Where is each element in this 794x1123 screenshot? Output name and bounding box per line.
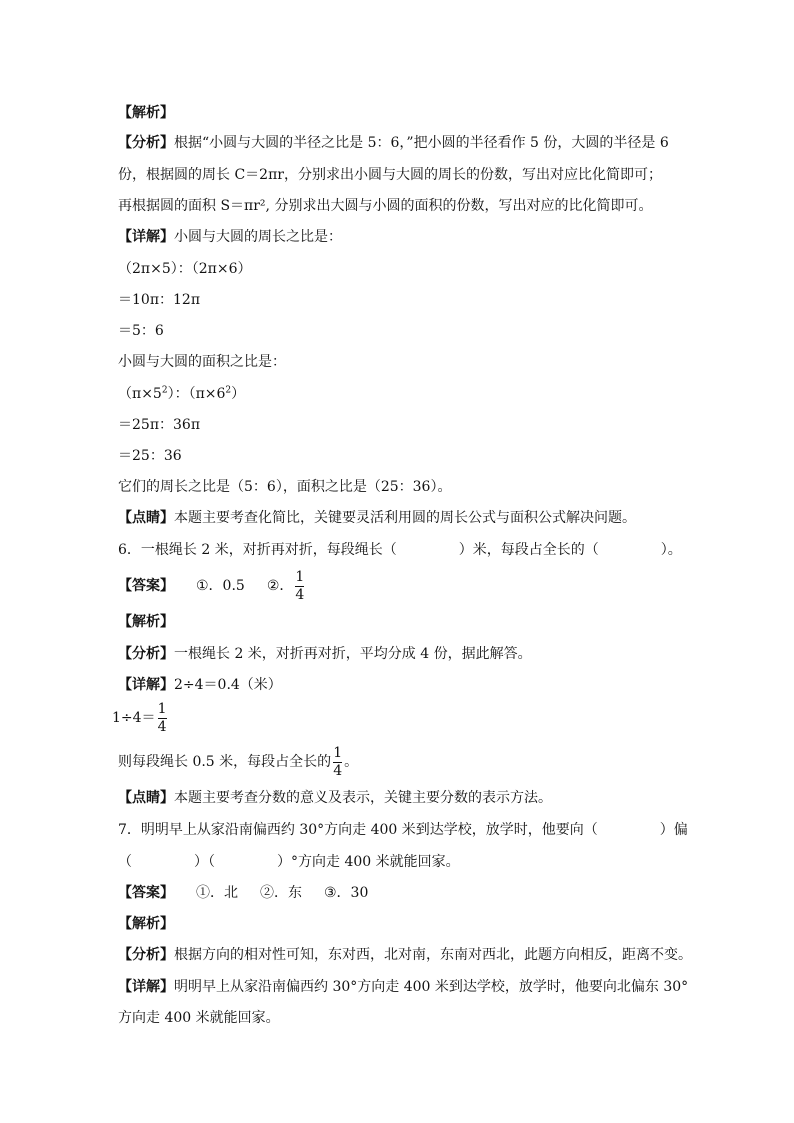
- fraction-denominator: 4: [295, 586, 305, 603]
- q7-analysis-heading: 【解析】: [118, 916, 174, 932]
- q5-area-step-2: ＝25π：36π: [118, 417, 201, 433]
- q6-stem-part: ）。: [660, 542, 682, 558]
- q5-dianjing-text: 本题主要考查化简比，关键要灵活利用圆的周长公式与面积公式解决问题。: [174, 510, 636, 526]
- q6-conclusion-text: 则每段绳长 0.5 米，每段占全长的: [118, 754, 332, 770]
- q7-answer-1: ①．北: [196, 885, 238, 901]
- fraction-numerator: 1: [157, 700, 167, 717]
- q7-stem-line-1: [118, 821, 688, 839]
- q7-xiangjie-line-1: [118, 978, 688, 996]
- q6-answer-2: ②．: [266, 578, 294, 594]
- q6-answer-1: ①．0.5: [196, 578, 245, 594]
- q6-dianjing-line: [118, 789, 552, 807]
- q7-fenxi-text: 根据方向的相对性可知，东对西，北对南，东南对西北，此题方向相反，距离不变。: [174, 947, 692, 963]
- fraction-numerator: 1: [333, 744, 343, 761]
- q6-stem-part: ）米，每段占全长的（: [458, 542, 599, 558]
- q6-dianjing-text: 本题主要考查分数的意义及表示，关键主要分数的表示方法。: [174, 790, 552, 806]
- q5-perimeter-step-2: ＝10π：12π: [118, 292, 201, 308]
- q6-analysis-heading: 【解析】: [118, 614, 174, 630]
- answer-label: 【答案】: [118, 578, 174, 594]
- q7-fenxi-line: [118, 946, 692, 964]
- q5-fenxi-line-3: 再根据圆的面积 S＝πr², 分别求出大圆与小圆的面积的份数，写出对应的比化简即可。: [118, 198, 653, 214]
- q6-answer-line: [118, 568, 306, 604]
- q7-stem-part: 7．明明早上从家沿南偏西约 30°方向走 400 米到达学校，放学时，他要向（: [118, 822, 598, 838]
- dianjing-label: 【点睛】: [118, 790, 174, 806]
- q5-fenxi-text-1: 根据“小圆与大圆的半径之比是 5：6，”把小圆的半径看作 5 份，大圆的半径是 6: [174, 135, 669, 151]
- area-step-part: （π×5: [118, 386, 162, 402]
- q7-stem-part: ）（: [194, 854, 215, 870]
- q7-answer-3: ③．30: [324, 885, 369, 901]
- dianjing-label: 【点睛】: [118, 510, 174, 526]
- q5-dianjing-line: [118, 509, 636, 527]
- q7-stem-part: ）°方向走 400 米就能回家。: [277, 854, 460, 870]
- area-step-part: ）: [231, 386, 246, 402]
- q6-stem-part: 6．一根绳长 2 米，对折再对折，每段绳长（: [118, 542, 397, 558]
- exponent: 2: [161, 385, 168, 396]
- q6-xiangjie-line: [118, 676, 282, 694]
- analysis-heading: 【解析】: [118, 105, 174, 121]
- q5-fenxi-line-2: 份，根据圆的周长 C＝2πr，分别求出小圆与大圆的周长的份数，写出对应比化简即可；: [118, 167, 662, 183]
- fenxi-label: 【分析】: [118, 947, 174, 963]
- q6-calc-text: 1÷4＝: [112, 710, 156, 726]
- q7-xiangjie-text-1: 明明早上从家沿南偏西约 30°方向走 400 米到达学校，放学时，他要向北偏东 30°: [174, 979, 689, 995]
- fraction-numerator: 1: [295, 568, 305, 585]
- fenxi-label: 【分析】: [118, 646, 174, 662]
- q5-fenxi-line-1: [118, 134, 669, 152]
- answer-label: 【答案】: [118, 885, 174, 901]
- fenxi-label: 【分析】: [118, 135, 174, 151]
- fraction: [333, 746, 342, 779]
- q5-xiangjie-head: 小圆与大圆的周长之比是：: [174, 229, 342, 245]
- fraction: [158, 702, 167, 735]
- q6-conclusion: [118, 744, 358, 780]
- fraction-denominator: 4: [157, 718, 167, 735]
- q7-answer-2: ②．东: [260, 885, 302, 901]
- fraction-denominator: 4: [333, 762, 343, 779]
- q5-area-step-1: [118, 385, 245, 403]
- q5-perimeter-step-1: （2π×5）：（2π×6）: [118, 261, 252, 277]
- q5-perimeter-step-3: ＝5：6: [118, 323, 164, 339]
- exponent: 2: [225, 385, 232, 396]
- q6-fenxi-text: 一根绳长 2 米，对折再对折，平均分成 4 份，据此解答。: [174, 646, 532, 662]
- q7-stem-part: （: [118, 854, 132, 870]
- q5-summary: 它们的周长之比是（5：6），面积之比是（25：36）。: [118, 479, 452, 495]
- q7-stem-part: ）偏: [659, 822, 688, 838]
- q5-xiangjie-line: [118, 228, 342, 246]
- xiangjie-label: 【详解】: [118, 677, 174, 693]
- xiangjie-label: 【详解】: [118, 229, 174, 245]
- q6-conclusion-end: 。: [344, 754, 359, 770]
- area-step-part: ）：（π×6: [167, 386, 226, 402]
- q5-area-head: 小圆与大圆的面积之比是：: [118, 354, 286, 370]
- q7-stem-line-2: [118, 853, 460, 871]
- xiangjie-label: 【详解】: [118, 979, 174, 995]
- q7-answer-line: [118, 884, 368, 902]
- q7-xiangjie-line-2: 方向走 400 米就能回家。: [118, 1010, 280, 1026]
- q6-fenxi-line: [118, 645, 532, 663]
- q5-area-step-3: ＝25：36: [118, 448, 182, 464]
- q6-stem: [118, 541, 682, 559]
- q6-xiangjie-text: 2÷4＝0.4（米）: [174, 677, 282, 693]
- q6-calc-line: [112, 700, 169, 736]
- fraction: [295, 570, 304, 603]
